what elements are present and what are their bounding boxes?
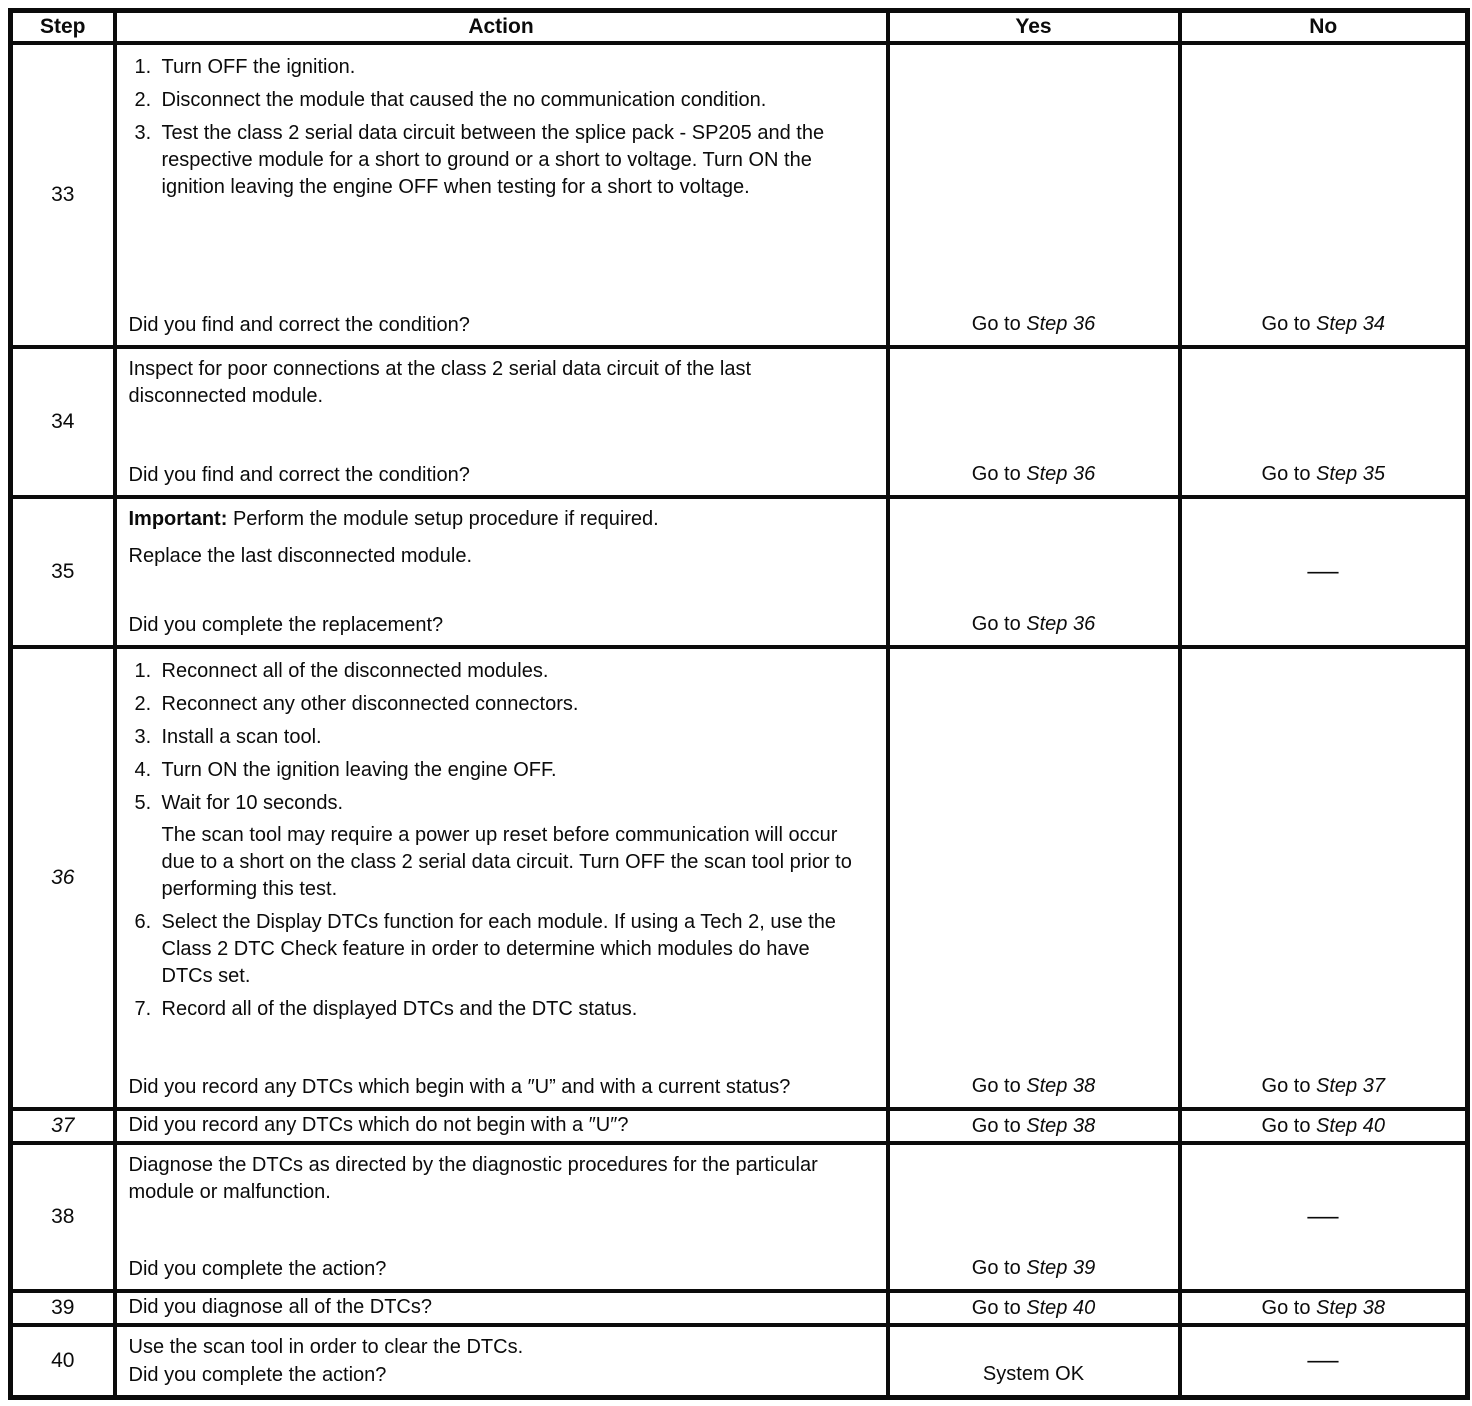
paragraph-text: Replace the last disconnected module. — [128, 544, 473, 567]
paragraph-text: Perform the module setup procedure if required. — [227, 507, 659, 530]
important-label: Important: — [128, 507, 228, 530]
result-content — [1182, 349, 1466, 495]
action-body — [129, 52, 872, 201]
yes-cell — [888, 1109, 1180, 1143]
list-item-body — [162, 87, 872, 114]
list-item-text: Install a scan tool. — [161, 725, 322, 748]
goto-step-ref: Step 40 — [1026, 1296, 1096, 1319]
list-item-number: 1. — [134, 55, 152, 78]
goto-text — [1262, 311, 1385, 337]
goto-step-ref: Step 40 — [1316, 1114, 1385, 1137]
list-item-body — [162, 691, 872, 718]
step-cell — [11, 647, 115, 1109]
paragraph-text: Use the scan tool in order to clear the DTCs. — [128, 1335, 524, 1358]
goto-step-ref: Step 36 — [1026, 612, 1096, 635]
list-item-text: Test the class 2 serial data circuit between the splice pack - SP205 and the respective module for a short to ground or a short to voltage. Turn ON the ignition leaving the engine OFF when testing for a short to voltage. — [161, 121, 825, 198]
action-content — [117, 1293, 886, 1323]
goto-text — [972, 311, 1095, 337]
action-question: Did you record any DTCs which begin with a ″U” and with a current status? — [128, 1075, 791, 1098]
action-content — [117, 1145, 886, 1289]
result-content — [1182, 649, 1466, 1107]
table-row — [11, 43, 1468, 347]
list-item-body — [162, 54, 872, 81]
step-cell — [11, 1109, 115, 1143]
list-item-body — [162, 996, 872, 1023]
no-cell — [1180, 43, 1468, 347]
list-item — [135, 691, 872, 718]
goto-step-ref: Step 38 — [1026, 1114, 1096, 1137]
goto-step-ref: Step 38 — [1316, 1296, 1385, 1319]
empty-dash: — — [1307, 1202, 1339, 1230]
goto-prefix: Go to — [1261, 312, 1317, 335]
goto-step-ref: Step 36 — [1026, 312, 1096, 335]
goto-prefix: Go to — [1261, 1114, 1317, 1137]
result-content — [1182, 45, 1466, 345]
step-number: 37 — [51, 1113, 75, 1137]
step-cell — [11, 1325, 115, 1398]
result-content — [890, 1111, 1178, 1141]
list-item-text: Record all of the displayed DTCs and the DTC status. — [161, 997, 638, 1020]
yes-cell — [888, 1143, 1180, 1291]
list-item-number: 1. — [134, 659, 152, 682]
goto-step-ref: Step 39 — [1026, 1256, 1096, 1279]
list-item-body — [162, 658, 872, 685]
yes-cell — [888, 1325, 1180, 1398]
result-content — [1182, 1293, 1466, 1323]
action-paragraph — [129, 543, 871, 570]
list-item-number: 3. — [134, 725, 152, 748]
yes-cell — [888, 497, 1180, 647]
no-cell — [1180, 1325, 1468, 1398]
result-content — [890, 45, 1178, 345]
goto-prefix: Go to — [971, 1114, 1027, 1137]
action-content — [117, 349, 886, 495]
list-item-number: 2. — [134, 692, 152, 715]
diagnostic-table — [8, 8, 1470, 1400]
goto-step-ref: Step 35 — [1316, 462, 1385, 485]
action-body — [129, 506, 872, 570]
step-number: 33 — [51, 182, 75, 206]
table-row — [11, 1325, 1468, 1398]
table-row — [11, 497, 1468, 647]
goto-prefix: Go to — [971, 612, 1027, 635]
header-step: Step — [11, 11, 115, 43]
result-content — [890, 349, 1178, 495]
action-question: Did you complete the action? — [128, 1363, 387, 1386]
result-text: System OK — [982, 1362, 1085, 1385]
empty-dash: — — [1307, 557, 1339, 585]
table-row — [11, 1291, 1468, 1325]
table-row — [11, 1143, 1468, 1291]
action-cell — [115, 347, 888, 497]
goto-prefix: Go to — [971, 462, 1027, 485]
list-item-text: Reconnect all of the disconnected modules. — [161, 659, 549, 682]
action-content — [117, 649, 886, 1107]
goto-prefix: Go to — [1261, 1296, 1317, 1319]
empty-dash: — — [1307, 1346, 1339, 1374]
action-cell — [115, 647, 888, 1109]
action-body — [129, 656, 872, 1023]
action-cell — [115, 1325, 888, 1398]
paragraph-text: Inspect for poor connections at the class 2 serial data circuit of the last disconnected module. — [128, 357, 752, 407]
list-item — [135, 909, 872, 990]
list-item-text: Turn ON the ignition leaving the engine OFF. — [161, 758, 557, 781]
goto-text — [972, 461, 1095, 487]
action-question: Did you complete the action? — [128, 1257, 387, 1280]
header-no: No — [1180, 11, 1468, 43]
table-body — [11, 43, 1468, 1398]
result-content — [1182, 1327, 1466, 1395]
list-item — [135, 120, 872, 201]
header-yes: Yes — [888, 11, 1180, 43]
table-header-row — [11, 11, 1468, 43]
list-item — [135, 658, 872, 685]
yes-cell — [888, 647, 1180, 1109]
goto-text — [1262, 461, 1385, 487]
goto-text — [1262, 1073, 1385, 1099]
action-cell — [115, 1109, 888, 1143]
step-number: 36 — [51, 865, 75, 889]
goto-step-ref: Step 34 — [1316, 312, 1385, 335]
yes-cell — [888, 43, 1180, 347]
list-item — [135, 996, 872, 1023]
step-cell — [11, 43, 115, 347]
list-item-number: 7. — [134, 997, 152, 1020]
action-paragraph — [129, 1152, 871, 1206]
result-content — [1182, 499, 1466, 645]
result-content — [890, 1327, 1178, 1395]
action-question: Did you find and correct the condition? — [128, 463, 470, 486]
list-item-number: 3. — [134, 121, 152, 144]
action-question: Did you complete the replacement? — [128, 613, 444, 636]
no-cell — [1180, 497, 1468, 647]
goto-prefix: Go to — [971, 312, 1027, 335]
goto-text — [972, 1295, 1095, 1321]
goto-step-ref: Step 36 — [1026, 462, 1096, 485]
list-item-text: Wait for 10 seconds. — [161, 791, 344, 814]
list-item-number: 4. — [134, 758, 152, 781]
step-number: 38 — [51, 1204, 75, 1228]
goto-text — [972, 1113, 1095, 1139]
result-content — [890, 1293, 1178, 1323]
list-item-body — [162, 757, 872, 784]
step-cell — [11, 1143, 115, 1291]
goto-text — [972, 611, 1095, 637]
no-cell — [1180, 347, 1468, 497]
list-item-text: Select the Display DTCs function for each module. If using a Tech 2, use the Class 2 DTC Check feature in order to determine which modules do have DTCs set. — [161, 910, 836, 987]
no-cell — [1180, 1109, 1468, 1143]
step-cell — [11, 347, 115, 497]
list-item — [135, 790, 872, 903]
list-item-body — [162, 790, 872, 903]
list-item — [135, 724, 872, 751]
list-item-text: Reconnect any other disconnected connectors. — [161, 692, 579, 715]
result-content — [1182, 1111, 1466, 1141]
list-item-number: 6. — [134, 910, 152, 933]
list-item-body — [162, 120, 872, 201]
action-body — [129, 356, 872, 410]
list-item-number: 2. — [134, 88, 152, 111]
action-cell — [115, 1291, 888, 1325]
action-paragraph — [129, 506, 871, 533]
action-paragraph — [129, 1334, 871, 1361]
goto-step-ref: Step 37 — [1316, 1074, 1385, 1097]
result-content — [890, 499, 1178, 645]
goto-prefix: Go to — [1261, 462, 1317, 485]
action-body — [129, 1152, 872, 1206]
goto-prefix: Go to — [971, 1296, 1027, 1319]
goto-text — [1262, 1113, 1385, 1139]
list-item-text: Disconnect the module that caused the no communication condition. — [161, 88, 767, 111]
list-item-number: 5. — [134, 791, 152, 814]
result-content — [890, 649, 1178, 1107]
table-row — [11, 1109, 1468, 1143]
no-cell — [1180, 647, 1468, 1109]
step-cell — [11, 497, 115, 647]
action-question: Did you diagnose all of the DTCs? — [128, 1296, 432, 1318]
action-cell — [115, 497, 888, 647]
goto-prefix: Go to — [1261, 1074, 1317, 1097]
goto-text — [972, 1255, 1095, 1281]
goto-prefix: Go to — [971, 1256, 1027, 1279]
step-number: 40 — [51, 1348, 75, 1372]
action-content — [117, 499, 886, 645]
list-item-body — [162, 909, 872, 990]
yes-cell — [888, 1291, 1180, 1325]
table-row — [11, 347, 1468, 497]
yes-cell — [888, 347, 1180, 497]
step-number: 39 — [51, 1295, 75, 1319]
goto-text — [1262, 1295, 1385, 1321]
list-item-body — [162, 724, 872, 751]
paragraph-text: Diagnose the DTCs as directed by the diagnostic procedures for the particular module or malfunction. — [128, 1153, 818, 1203]
step-cell — [11, 1291, 115, 1325]
action-paragraph — [129, 356, 871, 410]
header-action: Action — [115, 11, 888, 43]
no-cell — [1180, 1291, 1468, 1325]
action-content — [117, 1327, 886, 1395]
list-item — [135, 54, 872, 81]
list-item — [135, 87, 872, 114]
goto-text — [972, 1073, 1095, 1099]
goto-step-ref: Step 38 — [1026, 1074, 1096, 1097]
action-content — [117, 1111, 886, 1141]
action-question: Did you find and correct the condition? — [128, 313, 470, 336]
action-question: Did you record any DTCs which do not begin with a ″U″? — [128, 1114, 629, 1136]
action-body — [129, 1334, 872, 1361]
list-item-text: Turn OFF the ignition. — [161, 55, 356, 78]
goto-prefix: Go to — [971, 1074, 1027, 1097]
action-cell — [115, 1143, 888, 1291]
list-item-subtext: The scan tool may require a power up reset before communication will occur due to a short on the class 2 serial data circuit. Turn OFF the scan tool prior to performing this test. — [161, 823, 852, 900]
no-cell — [1180, 1143, 1468, 1291]
result-content — [890, 1145, 1178, 1289]
step-number: 34 — [51, 409, 75, 433]
action-content — [117, 45, 886, 345]
numbered-list — [135, 54, 872, 201]
numbered-list — [135, 658, 872, 1023]
action-cell — [115, 43, 888, 347]
list-item — [135, 757, 872, 784]
step-number: 35 — [51, 559, 75, 583]
result-content — [1182, 1145, 1466, 1289]
table-row — [11, 647, 1468, 1109]
